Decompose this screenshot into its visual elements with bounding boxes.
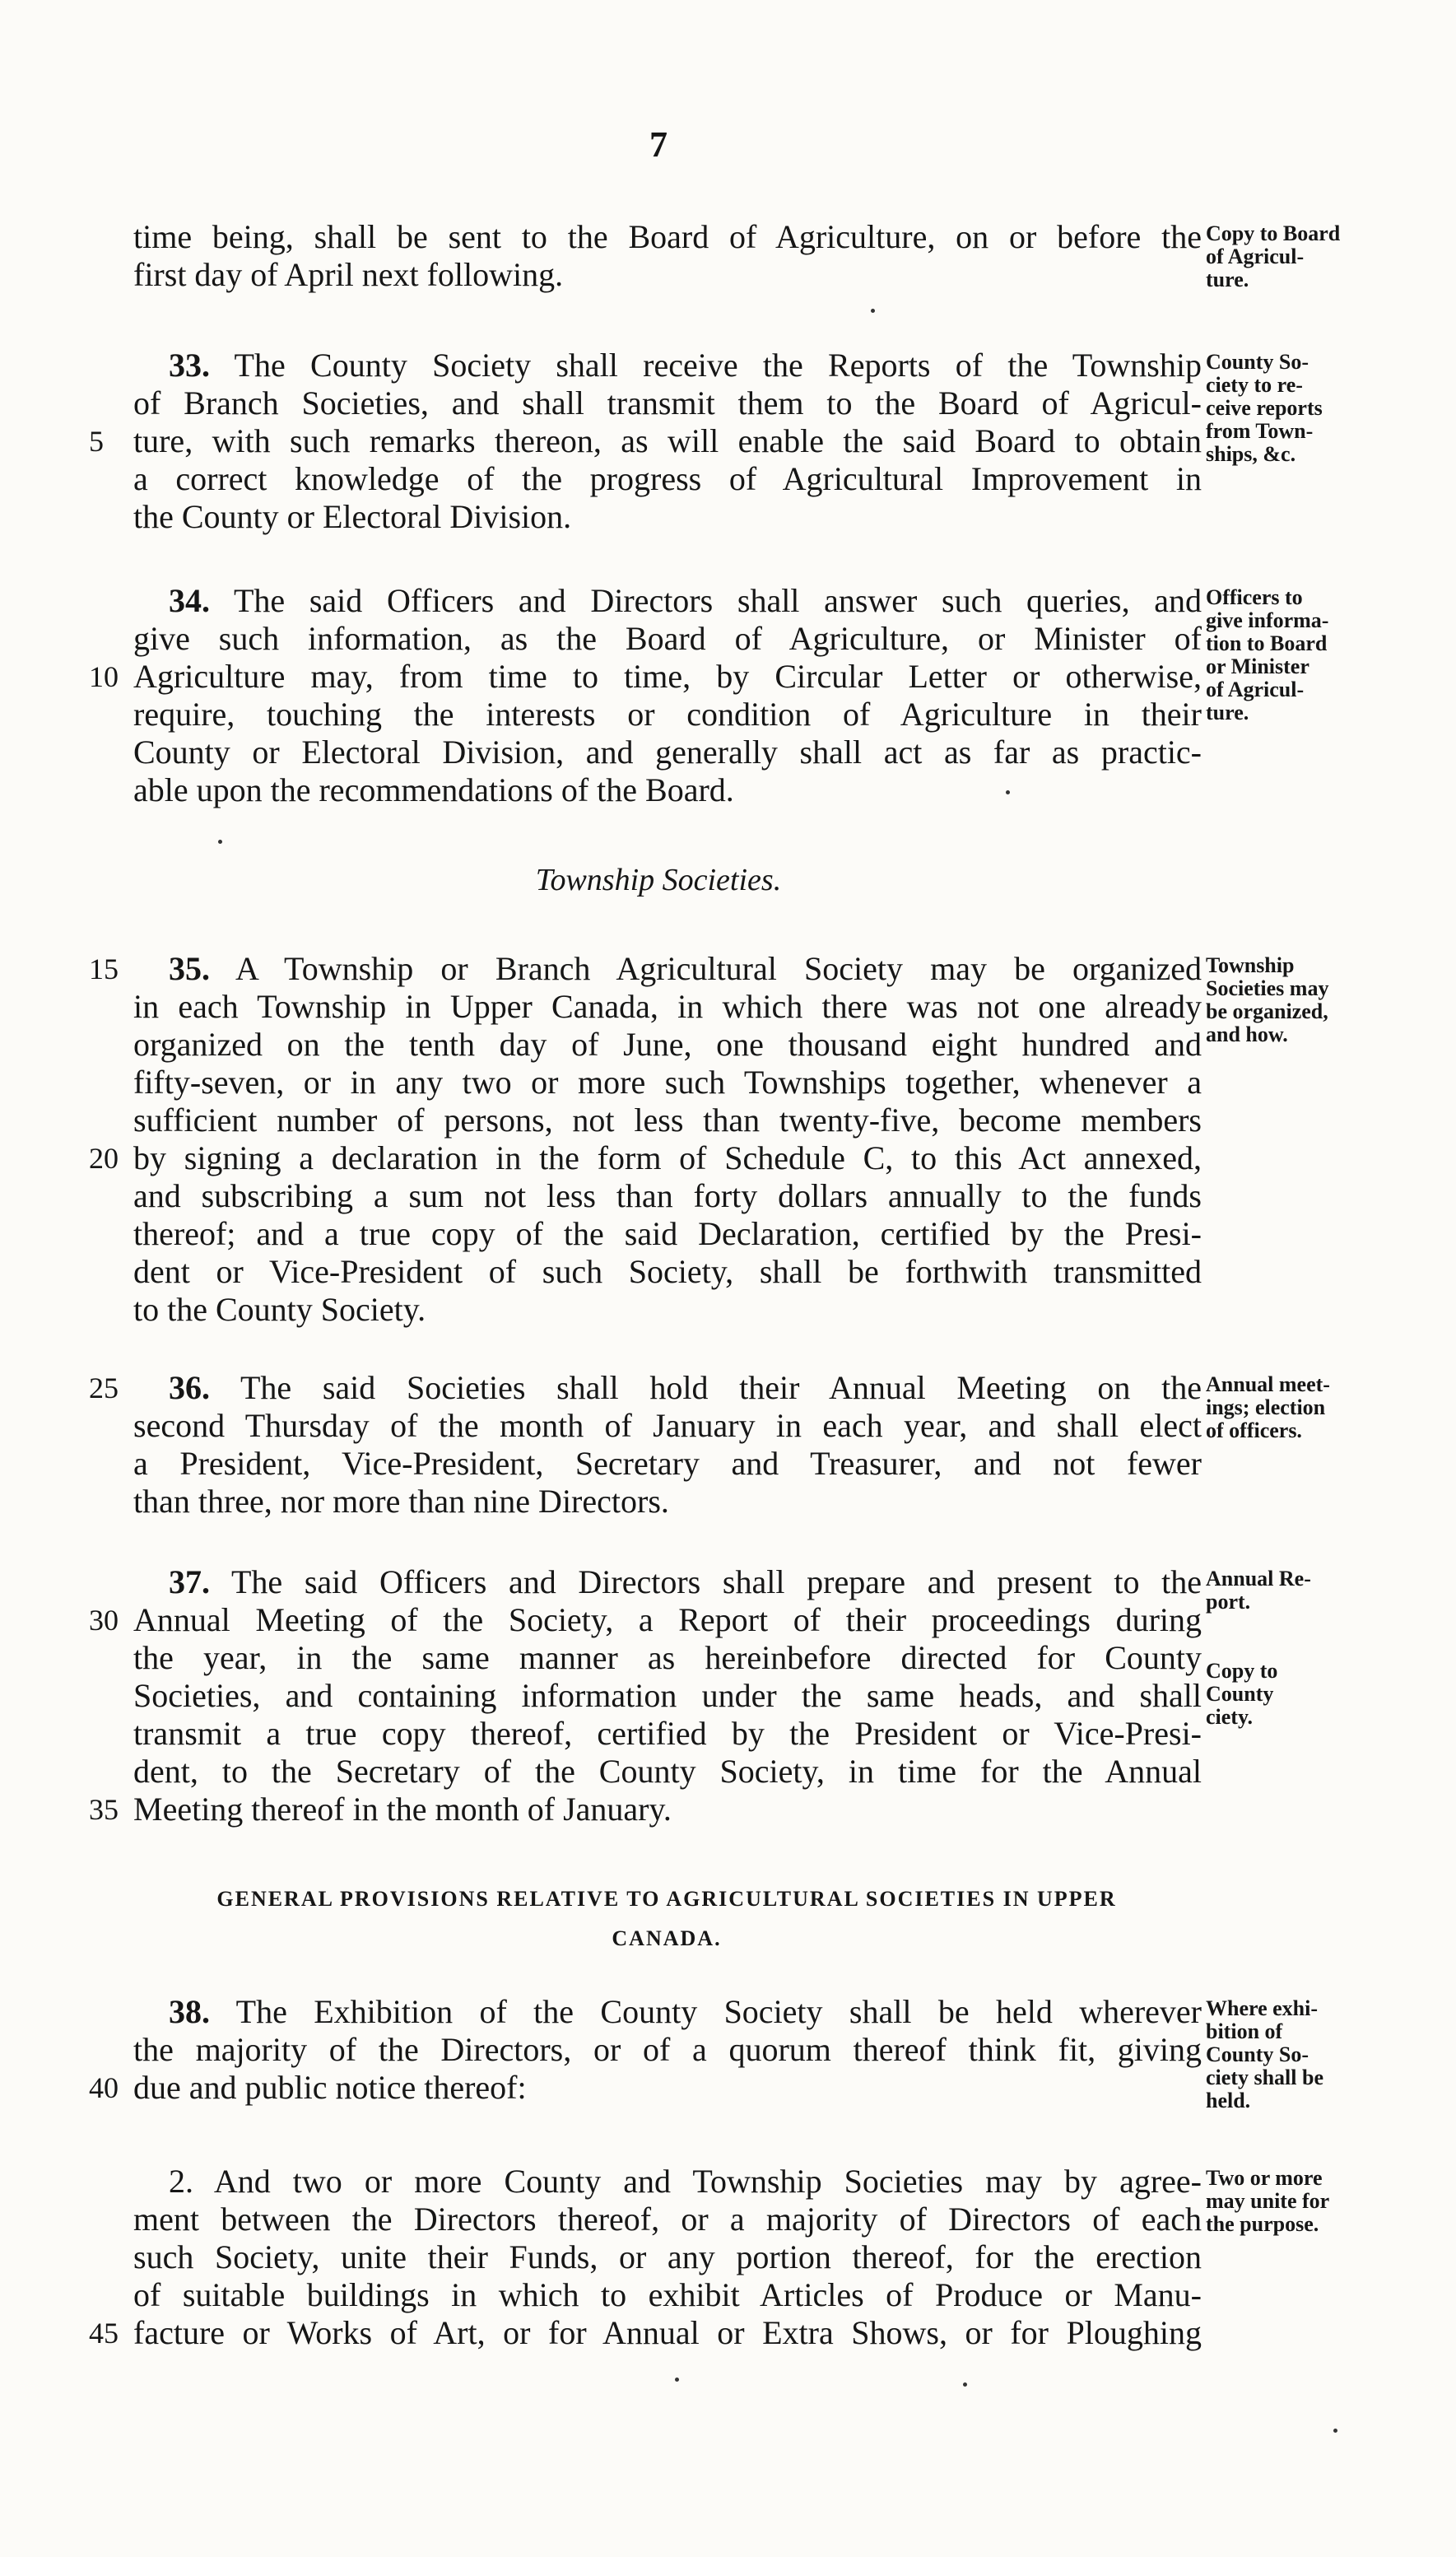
text-line-content: the County or Electoral Division. (133, 498, 572, 535)
marginal-note-line: ciety shall be (1206, 2066, 1323, 2089)
print-speck (675, 2378, 679, 2382)
section-number: 37. (169, 1563, 210, 1600)
marginal-note-line: port. (1206, 1590, 1251, 1614)
line-number: 25 (89, 1372, 119, 1404)
marginal-note-line: County So- (1206, 350, 1309, 374)
text-line-content: dent, to the Secretary of the County Society, in time for the Annual (133, 1753, 1202, 1790)
marginal-note (1206, 2167, 1395, 2236)
text-line-content: ture, with such remarks thereon, as will enable the said Board to obtain (133, 422, 1202, 459)
section-number: 34. (169, 582, 210, 619)
text-line-content: fifty-seven, or in any two or more such Townships together, whenever a (133, 1064, 1202, 1101)
text-line-content: 2. And two or more County and Township Societies may by agree- (169, 2163, 1202, 2200)
text-line-content: to the County Society. (133, 1291, 426, 1328)
print-speck (1333, 2429, 1337, 2433)
marginal-note-line: Two or more (1206, 2166, 1323, 2190)
line-number: 15 (89, 952, 119, 985)
general-provisions-heading-line-2: CANADA. (612, 1926, 722, 1950)
marginal-note-line: of Agricul- (1206, 245, 1305, 268)
section-text: The County Society shall receive the Reports of the Township (210, 347, 1202, 384)
text-line-content: County or Electoral Division, and generally shall act as far as practic- (133, 734, 1202, 771)
section-text: A Township or Branch Agricultural Society may be organized (210, 950, 1202, 987)
text-line-content: Meeting thereof in the month of January. (133, 1791, 672, 1828)
text-line-content: facture or Works of Art, or for Annual or Extra Shows, or for Ploughing (133, 2314, 1202, 2351)
marginal-note-line: Officers to (1206, 585, 1303, 609)
section-number: 33. (169, 347, 210, 384)
print-speck (218, 840, 222, 844)
text-line-content: by signing a declaration in the form of Schedule C, to this Act annexed, (133, 1139, 1202, 1176)
marginal-note-line: and how. (1206, 1022, 1288, 1046)
marginal-note-line: ture. (1206, 268, 1249, 291)
marginal-note-line: Societies may (1206, 976, 1329, 1000)
text-line-content: Societies, and containing information under the same heads, and shall (133, 1677, 1202, 1714)
text-line-content: the year, in the same manner as hereinbefore directed for County (133, 1639, 1202, 1676)
section-text: The said Societies shall hold their Annual Meeting on the (210, 1369, 1202, 1406)
text-line-content: such Society, unite their Funds, or any portion thereof, for the erection (133, 2238, 1202, 2275)
line-number: 45 (89, 2317, 119, 2350)
print-speck (963, 2382, 967, 2387)
marginal-note-line (1206, 1614, 1395, 1637)
print-speck (871, 309, 875, 313)
marginal-note-line: Copy to (1206, 1659, 1278, 1683)
marginal-note (1206, 954, 1395, 1046)
text-line-content: than three, nor more than nine Directors. (133, 1483, 669, 1520)
marginal-note (1206, 1567, 1395, 1729)
marginal-note-line: ture. (1206, 701, 1249, 724)
text-line-content: and subscribing a sum not less than forty dollars annually to the funds (133, 1177, 1202, 1214)
marginal-note-line: ciety to re- (1206, 373, 1303, 397)
text-line-content (169, 346, 1202, 385)
line-number: 30 (89, 1604, 119, 1637)
marginal-note-line: may unite for (1206, 2189, 1330, 2213)
text-line-content: first day of April next following. (133, 256, 564, 293)
line-number: 5 (89, 425, 104, 458)
marginal-note-line: bition of (1206, 2019, 1283, 2043)
text-line-content: require, touching the interests or condition of Agriculture in their (133, 696, 1202, 733)
marginal-note-line: ships, &c. (1206, 442, 1296, 466)
text-line-content: thereof; and a true copy of the said Declaration, certified by the Presi- (133, 1215, 1202, 1252)
marginal-note-line: Copy to Board (1206, 221, 1341, 245)
text-line-content: sufficient number of persons, not less than twenty-five, become members (133, 1102, 1202, 1139)
section-number: 35. (169, 950, 210, 987)
marginal-note-line: County (1206, 1682, 1274, 1706)
marginal-note-line: ciety. (1206, 1705, 1254, 1729)
text-line-content: second Thursday of the month of January in each year, and shall elect (133, 1407, 1202, 1444)
page-number: 7 (649, 124, 668, 165)
marginal-note (1206, 1997, 1395, 2112)
print-speck (1006, 790, 1010, 794)
marginal-note-line: Township (1206, 953, 1295, 977)
text-line-content (169, 1563, 1202, 1602)
text-line-content: transmit a true copy thereof, certified by the President or Vice-Presi- (133, 1715, 1202, 1752)
marginal-note-line: County So- (1206, 2042, 1309, 2066)
text-line-content: able upon the recommendations of the Board. (133, 771, 734, 808)
text-line-content (169, 581, 1202, 621)
marginal-note (1206, 222, 1395, 291)
text-line-content: Agriculture may, from time to time, by Circular Letter or otherwise, (133, 658, 1202, 695)
marginal-note-line: the purpose. (1206, 2212, 1319, 2236)
text-line-content: give such information, as the Board of Agriculture, or Minister of (133, 620, 1202, 657)
marginal-note (1206, 351, 1395, 466)
marginal-note (1206, 1373, 1395, 1442)
section-text: The said Officers and Directors shall answer such queries, and (210, 582, 1202, 619)
marginal-note (1206, 586, 1395, 724)
section-number: 38. (169, 1993, 210, 2030)
marginal-note-line: or Minister (1206, 654, 1309, 678)
line-number: 35 (89, 1793, 119, 1826)
marginal-note-line: Annual Re- (1206, 1567, 1311, 1591)
marginal-note-line: ceive reports (1206, 396, 1323, 420)
text-line-content (169, 1368, 1202, 1408)
line-number: 10 (89, 660, 119, 693)
text-line-content: Annual Meeting of the Society, a Report of their proceedings during (133, 1601, 1202, 1638)
text-line-content: ment between the Directors thereof, or a majority of Directors of each (133, 2201, 1202, 2238)
text-line-content: time being, shall be sent to the Board of Agriculture, on or before the (133, 218, 1202, 255)
marginal-note-line: give informa- (1206, 608, 1329, 632)
text-line-content (169, 949, 1202, 989)
text-line-content: in each Township in Upper Canada, in which there was not one already (133, 988, 1202, 1025)
text-line-content: the majority of the Directors, or of a quorum thereof think fit, giving (133, 2031, 1202, 2068)
marginal-note-line: held. (1206, 2089, 1251, 2112)
section-text: The Exhibition of the County Society shall be held wherever (210, 1993, 1202, 2030)
marginal-note-line: of Agricul- (1206, 678, 1305, 701)
section-text: The said Officers and Directors shall prepare and present to the (210, 1563, 1202, 1600)
marginal-note-line: of officers. (1206, 1418, 1302, 1442)
marginal-note-line: ings; election (1206, 1395, 1326, 1419)
text-line-content: a President, Vice-President, Secretary and Treasurer, and not fewer (133, 1445, 1202, 1482)
marginal-note-line: be organized, (1206, 999, 1328, 1023)
text-line-content: of suitable buildings in which to exhibit Articles of Produce or Manu- (133, 2276, 1202, 2313)
text-line-content (169, 1992, 1202, 2032)
text-line-content: a correct knowledge of the progress of Agricultural Improvement in (133, 460, 1202, 497)
marginal-note-line: from Town- (1206, 419, 1314, 443)
marginal-note-line: tion to Board (1206, 631, 1328, 655)
line-number: 40 (89, 2071, 119, 2104)
text-line-content: organized on the tenth day of June, one thousand eight hundred and (133, 1026, 1202, 1063)
text-line-content: due and public notice thereof: (133, 2069, 527, 2106)
township-societies-heading: Township Societies. (535, 863, 782, 897)
line-number: 20 (89, 1142, 119, 1175)
marginal-note-line (1206, 1637, 1395, 1660)
general-provisions-heading-line-1: GENERAL PROVISIONS RELATIVE TO AGRICULTURAL SOCIETIES IN UPPER (216, 1887, 1117, 1911)
text-line-content: of Branch Societies, and shall transmit them to the Board of Agricul- (133, 384, 1202, 422)
section-number: 36. (169, 1369, 210, 1406)
marginal-note-line: Where exhi- (1206, 1996, 1318, 2020)
text-line-content: dent or Vice-President of such Society, shall be forthwith transmitted (133, 1253, 1202, 1290)
marginal-note-line: Annual meet- (1206, 1372, 1330, 1396)
